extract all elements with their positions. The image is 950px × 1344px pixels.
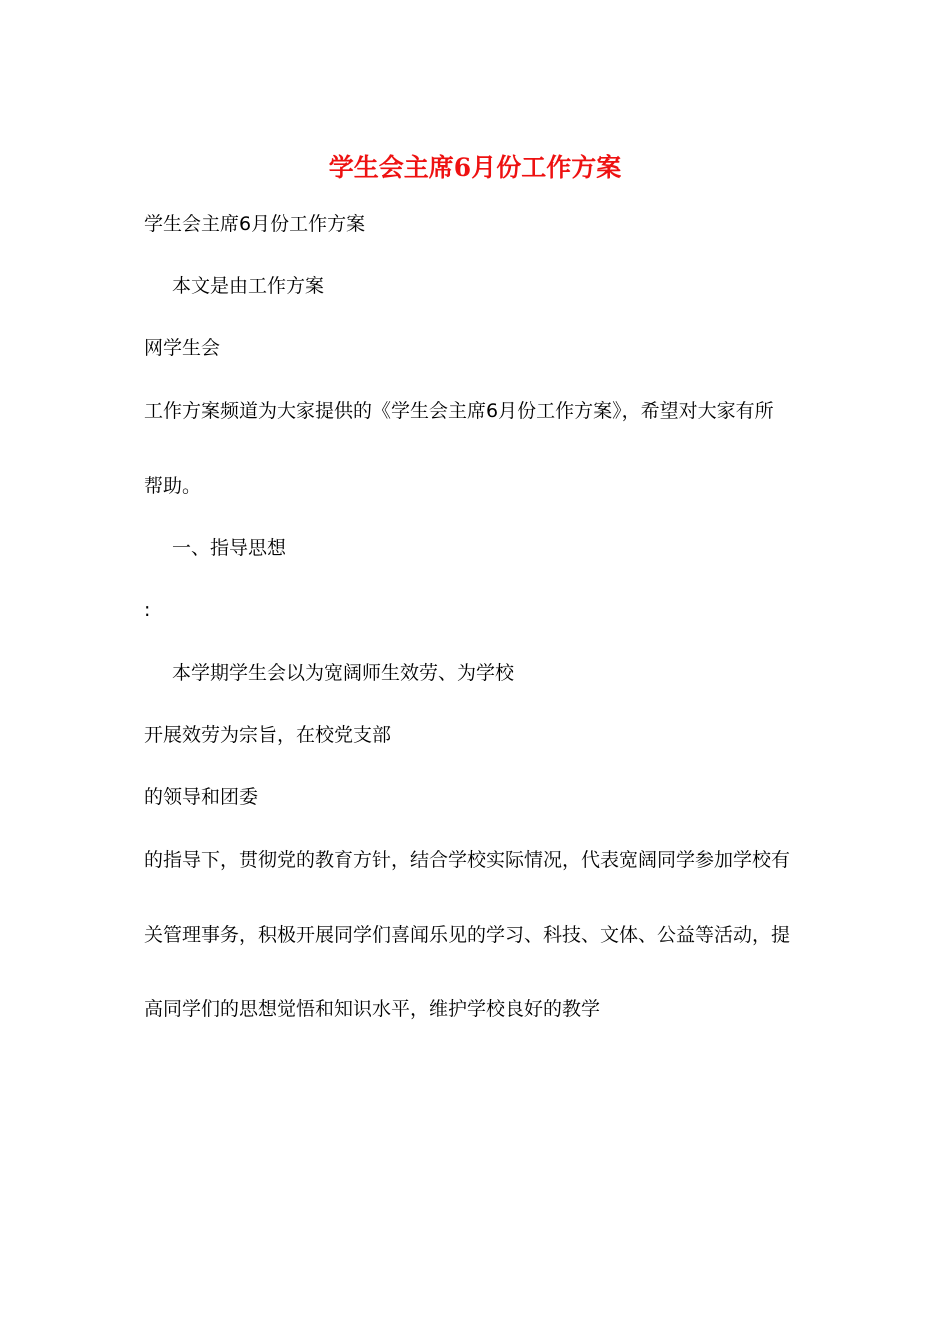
paragraph-line: 工作方案频道为大家提供的《学生会主席6月份工作方案》，希望对大家有所	[144, 400, 774, 422]
paragraph-line: 本文是由工作方案	[172, 275, 325, 297]
paragraph-line: 的指导下，贯彻党的教育方针，结合学校实际情况，代表宽阔同学参加学校有	[144, 849, 791, 871]
document-title: 学生会主席6月份工作方案	[328, 153, 622, 182]
paragraph-line: 高同学们的思想觉悟和知识水平，维护学校良好的教学	[144, 998, 601, 1020]
paragraph-line: 帮助。	[144, 475, 202, 497]
section-heading: 一、指导思想	[172, 537, 287, 559]
subtitle-line: 学生会主席6月份工作方案	[144, 213, 366, 235]
paragraph-line: 的领导和团委	[144, 786, 259, 808]
paragraph-line: 网学生会	[144, 337, 221, 359]
paragraph-line: 关管理事务，积极开展同学们喜闻乐见的学习、科技、文体、公益等活动，提	[144, 924, 791, 946]
paragraph-line: 本学期学生会以为宽阔师生效劳、为学校	[172, 662, 515, 684]
paragraph-line: 开展效劳为宗旨，在校党支部	[144, 724, 392, 746]
paragraph-line: :	[144, 599, 151, 621]
